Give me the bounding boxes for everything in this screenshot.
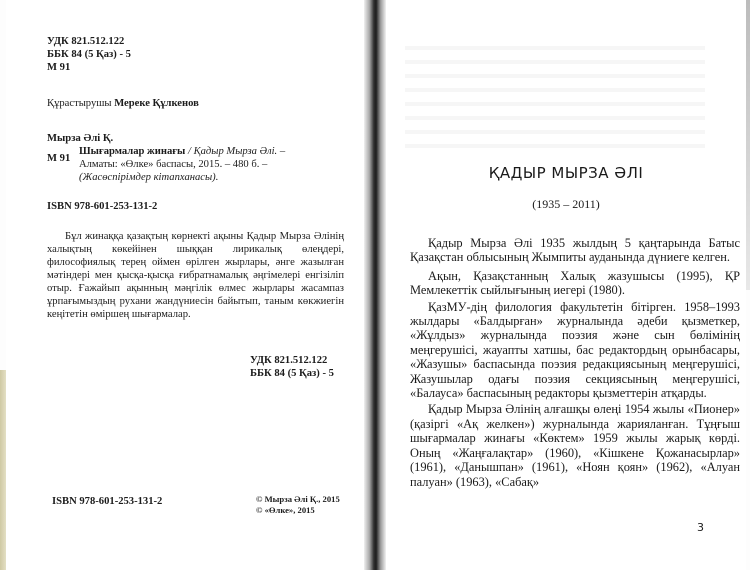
- copyright-author: © Мырза Әлі Қ., 2015: [256, 494, 340, 504]
- compiler-role: Құрастырушы: [47, 98, 112, 109]
- isbn-top: ISBN 978-601-253-131-2: [47, 201, 158, 212]
- bleed-through: [405, 36, 705, 151]
- author-title: ҚАДЫР МЫРЗА ӘЛІ: [488, 164, 644, 182]
- bio-paragraph: Ақын, Қазақстанның Халық жазушысы (1995), ҚР Мемлекеттік сыйлығының иегері (1980).: [410, 268, 740, 298]
- annotation-text: Бұл жинаққа қазақтың көрнекті ақыны Қадыр Мырза Әлінің халықтың көкейінен шыққан лирикалық өлеңдері, философиялық терең оймен өрілген жырлары, әнге жазылған мәтіндері мен қысқа-қысқа ғибратнамалық әңгімелері енгізіліп отыр. Ғажайып ақынның мәңгілік өлмес жырлары жасампаз ұрпағымыздың рухани жандүниесін байытып, таным көкжиегін кеңітетін өміршең шығармалар.: [47, 231, 344, 320]
- bio-paragraph: ҚазМУ-дің филология факультетін бітірген. 1958–1993 жылдары «Балдырған» журналында әдеби қызметкер, «Жұлдыз» журналында поэзия және сын бөлімінің меңгерушісі, жауапты хатшы, бас редактордың орынбасары, «Жазушы» баспасында поэзия редакциясының меңгерушісі, Жазушылар одағы поэзия секциясының меңгерушісі, «Балауса» баспасының редакторы қызметтерін атқарды.: [410, 299, 740, 401]
- biography: [410, 236, 740, 489]
- compiler-line: [47, 97, 199, 110]
- bio-paragraph: Қадыр Мырза Әлінің алғашқы өлеңі 1954 жылы «Пионер» (қазіргі «Ақ желкен») журналында жарияланған. Тұңғыш шығармалар жинағы «Көктем» 1959 жылы жарық көрді. Оның «Жаңғалақтар» (1960), «Кішкене Қожанасырлар» (1961), «Данышпан» (1961), «Ноян қоян» (1962), «Алуан палуан» (1963), «Сабақ»: [410, 402, 740, 489]
- copyright-block: [256, 494, 340, 516]
- page-number: 3: [697, 521, 704, 534]
- record-title-line: [79, 145, 359, 158]
- author-heading: Мырза Әлі Қ.: [47, 133, 114, 144]
- classification-block: [47, 35, 131, 74]
- page-edge-right: [746, 0, 750, 290]
- record-author-sign: М 91: [47, 153, 71, 164]
- udk-code: УДК 821.512.122: [47, 36, 125, 47]
- compiler-name: Мереке Құлкенов: [114, 98, 199, 109]
- book-spine: [364, 0, 386, 570]
- author-years: (1935 – 2011): [532, 197, 600, 211]
- series: (Жасөспірімдер кітапханасы).: [79, 172, 219, 183]
- bbk-code: ББК 84 (5 Қаз) - 5: [47, 49, 131, 60]
- bbk-code-bottom: ББК 84 (5 Қаз) - 5: [250, 368, 334, 379]
- imprint: Алматы: «Өлке» баспасы, 2015. – 480 б. –: [79, 159, 268, 170]
- bottom-classification: [250, 354, 334, 380]
- book-title: Шығармалар жинағы: [79, 146, 186, 157]
- bibliographic-record: [79, 145, 359, 184]
- author-sign: М 91: [47, 62, 71, 73]
- bio-paragraph: Қадыр Мырза Әлі 1935 жылдың 5 қаңтарында Батыс Қазақстан облысының Жымпиты ауданында дүниеге келген.: [410, 236, 740, 265]
- annotation: [47, 230, 344, 321]
- udk-code-bottom: УДК 821.512.122: [250, 355, 328, 366]
- copyright-publisher: © «Өлке», 2015: [256, 505, 315, 515]
- isbn-bottom: ISBN 978-601-253-131-2: [52, 496, 163, 507]
- responsibility: / Қадыр Мырза Әлі. –: [187, 146, 286, 157]
